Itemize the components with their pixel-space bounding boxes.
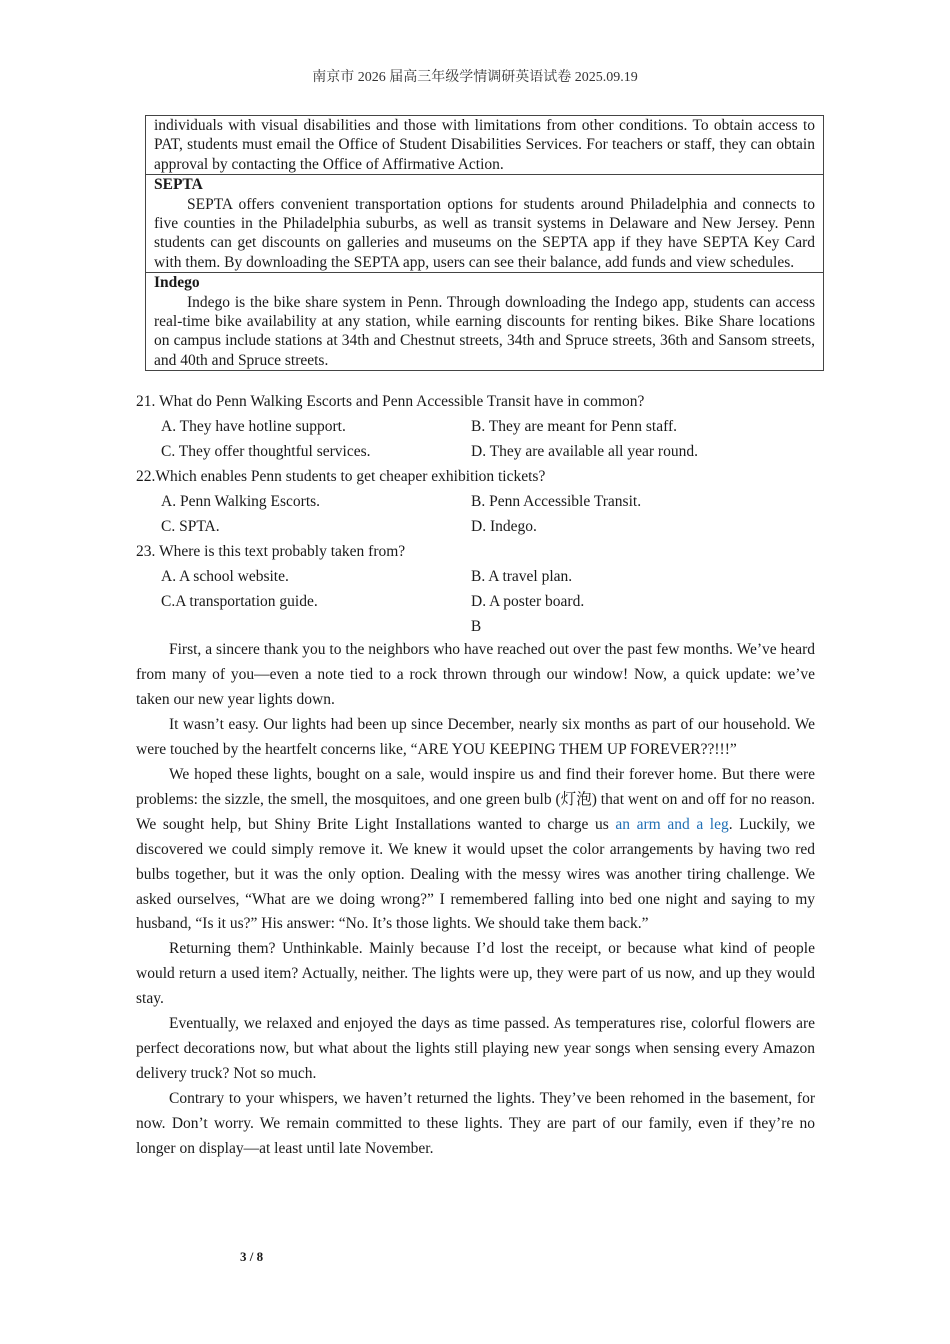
question-21 bbox=[136, 389, 816, 464]
option-d: D. Indego. bbox=[471, 518, 537, 535]
question-stem: 21. What do Penn Walking Escorts and Penn Accessible Transit have in common? bbox=[136, 393, 645, 410]
indego-text: Indego is the bike share system in Penn. Through downloading the Indego app, students can access real-time bike availability at any station, while earning discounts for renting bikes. Bike Share locations on campus include stations at 34th and Chestnut streets, 34th and Spruce streets, 36th and Sansom streets, and 40th and Spruce streets. bbox=[154, 293, 815, 369]
option-d: D. They are available all year round. bbox=[471, 443, 698, 460]
passage-b bbox=[136, 638, 815, 1162]
option-d: D. A poster board. bbox=[471, 593, 585, 610]
question-stem: 23. Where is this text probably taken from? bbox=[136, 543, 406, 560]
septa-title: SEPTA bbox=[154, 176, 203, 194]
paragraph-5: Eventually, we relaxed and enjoyed the days as time passed. As temperatures rise, colorful flowers are perfect decorations now, but what about the lights still playing new year songs when sensing every Amazon delivery truck? Not so much. bbox=[136, 1015, 815, 1083]
question-stem: 22.Which enables Penn students to get cheaper exhibition tickets? bbox=[136, 468, 546, 485]
pat-cell bbox=[146, 116, 823, 174]
option-b: B. Penn Accessible Transit. bbox=[471, 493, 642, 510]
pat-text: individuals with visual disabilities and those with limitations from other conditions. To obtain access to PAT, students must email the Office of Student Disabilities Services. For teachers or staff, they can obtain approval by contacting the Office of Affirmative Action. bbox=[154, 117, 815, 173]
paragraph-1: First, a sincere thank you to the neighbors who have reached out over the past few months. We’ve heard from many of you—even a note tied to a rock thrown through our window! Now, a quick update: we’ve taken our new year lights down. bbox=[136, 641, 815, 708]
page-header: 南京市 2026 届高三年级学情调研英语试卷 2025.09.19 bbox=[312, 70, 638, 85]
question-23 bbox=[136, 539, 816, 614]
services-table bbox=[145, 115, 824, 371]
paragraph-3-start: We hoped these lights, bought on a sale, would inspire us and find their forever home. But there were problems: the sizzle, the smell, the mosquitoes, and one green bulb (灯泡) that went on and off for no reason. We sought help, but Shiny Brite Light Installations wanted to charge us bbox=[136, 765, 815, 833]
option-b: B. A travel plan. bbox=[471, 568, 573, 585]
option-c: C. SPTA. bbox=[161, 518, 220, 535]
option-a: A. Penn Walking Escorts. bbox=[161, 493, 321, 510]
option-c: C.A transportation guide. bbox=[161, 593, 318, 610]
paragraph-6: Contrary to your whispers, we haven’t returned the lights. They’ve been rehomed in the basement, for now. Don’t worry. We remain committed to these lights. They are part of our family, even if they’re no longer on display—at least until late November. bbox=[136, 1090, 815, 1158]
paragraph-4: Returning them? Unthinkable. Mainly because I’d lost the receipt, or because what kind of people would return a used item? Actually, neither. The lights were up, they were part of us now, and up they would stay. bbox=[136, 940, 815, 1008]
paragraph-2: It wasn’t easy. Our lights had been up since December, nearly six months as part of our household. We were touched by the heartfelt concerns like, “ARE YOU KEEPING THEM UP FOREVER??!!!” bbox=[136, 715, 815, 758]
paragraph-3 bbox=[136, 763, 815, 938]
page-number: 3 / 8 bbox=[240, 1249, 264, 1264]
indego-cell bbox=[146, 272, 823, 370]
idiom-highlight: an arm and a leg bbox=[615, 815, 729, 833]
section-b-label: B bbox=[470, 618, 482, 635]
option-b: B. They are meant for Penn staff. bbox=[471, 418, 678, 435]
indego-title: Indego bbox=[154, 274, 200, 292]
option-c: C. They offer thoughtful services. bbox=[161, 443, 371, 460]
option-a: A. They have hotline support. bbox=[161, 418, 346, 435]
option-a: A. A school website. bbox=[161, 568, 289, 585]
septa-text: SEPTA offers convenient transportation options for students around Philadelphia and connects to five counties in the Philadelphia suburbs, as well as transit systems in Delaware and New Jersey. Penn students can get discounts on galleries and museums on the SEPTA app if they have SEPTA Key Card with them. By downloading the SEPTA app, users can see their balance, add funds and view schedules. bbox=[154, 195, 815, 271]
question-22 bbox=[136, 464, 816, 539]
paragraph-3-end: . Luckily, we discovered we could simply remove it. We knew it would upset the color arrangements by having two red bulbs together, but it was the only option. Dealing with the messy wires was another tiring challenge. We asked ourselves, “What are we doing wrong?” I remembered falling into bed one night and saying to my husband, “Is it us?” His answer: “No. It’s those lights. We should take them back.” bbox=[136, 815, 815, 933]
septa-cell bbox=[146, 174, 823, 272]
